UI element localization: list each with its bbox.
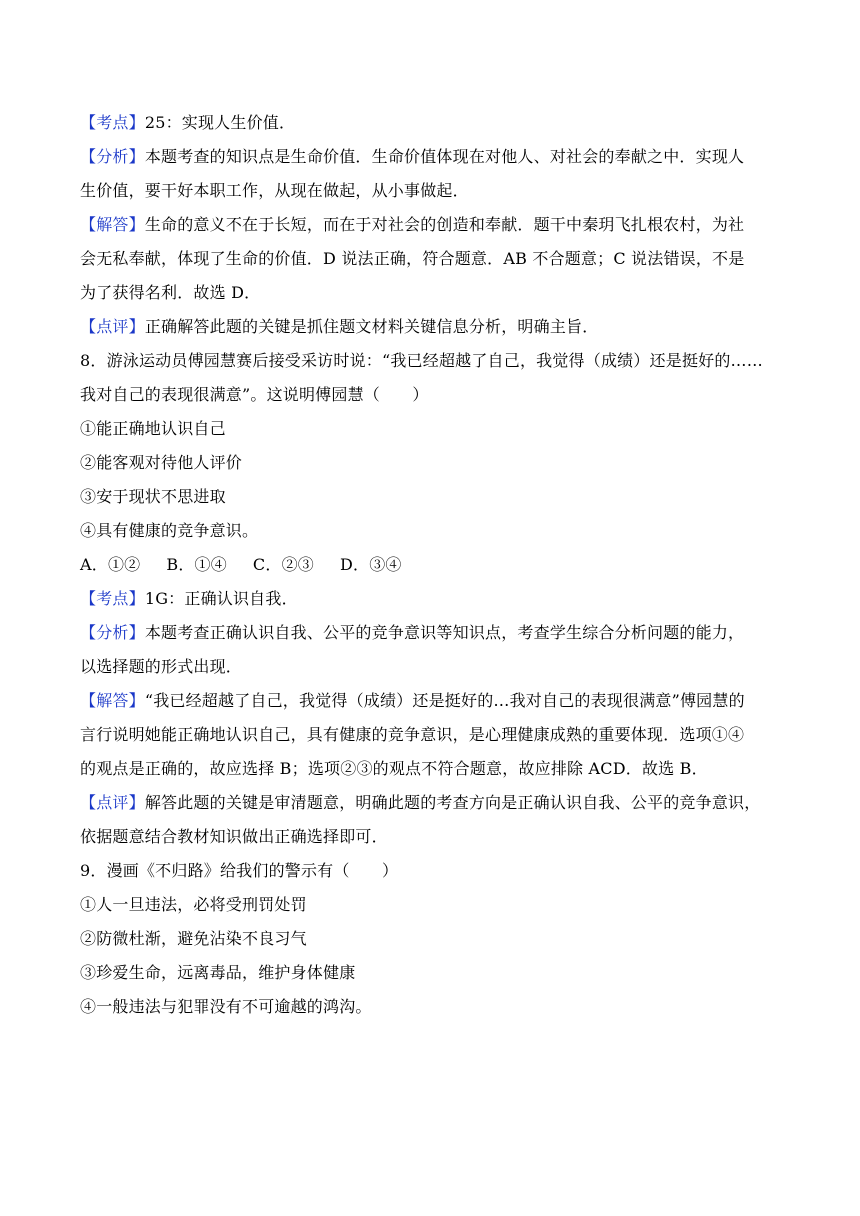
- q8-item-1: ①能正确地认识自己: [80, 419, 226, 438]
- q8-dianping-line1: [80, 786, 780, 820]
- q8-option-a: A．①②: [80, 555, 141, 574]
- jieda-text: “我已经超越了自己，我觉得（成绩）还是挺好的…我对自己的表现很满意”傅园慧的: [144, 691, 745, 710]
- q9-item-3: ③珍爱生命，远离毒品，维护身体健康: [80, 963, 356, 982]
- kaodian-tag: 【考点】: [80, 113, 145, 132]
- q8-dianping-line2: 依据题意结合教材知识做出正确选择即可．: [80, 827, 388, 846]
- q7-jieda-line3: 为了获得名利．故选 D．: [80, 283, 261, 302]
- q7-dianping: [80, 310, 780, 344]
- q7-fenxi-line2: 生价值，要干好本职工作，从现在做起，从小事做起．: [80, 181, 469, 200]
- q8-stem-line1: 8．游泳运动员傅园慧赛后接受采访时说：“我已经超越了自己，我觉得（成绩）还是挺好的……: [80, 351, 763, 370]
- dianping-tag: 【点评】: [80, 793, 145, 812]
- q8-item-3: ③安于现状不思进取: [80, 487, 226, 506]
- q8-option-b: B．①④: [166, 555, 227, 574]
- q9-item-4: ④一般违法与犯罪没有不可逾越的鸿沟。: [80, 997, 372, 1016]
- jieda-tag: 【解答】: [80, 215, 145, 234]
- q9-item-1: ①人一旦违法，必将受刑罚处罚: [80, 895, 307, 914]
- q8-fenxi-line2: 以选择题的形式出现．: [80, 657, 243, 676]
- q8-jieda-line2: 言行说明她能正确地认识自己，具有健康的竞争意识，是心理健康成熟的重要体现．选项①④: [80, 725, 745, 744]
- q8-stem-line2: 我对自己的表现很满意”。这说明傅园慧（ ）: [80, 385, 429, 404]
- q7-kaodian: [80, 106, 780, 140]
- dianping-text: 解答此题的关键是审清题意，明确此题的考查方向是正确认识自我、公平的竞争意识，: [144, 793, 761, 812]
- q8-option-d: D．③④: [339, 555, 402, 574]
- q8-jieda-line1: [80, 684, 780, 718]
- jieda-tag: 【解答】: [80, 691, 145, 710]
- fenxi-text: 本题考查的知识点是生命价值．生命价值体现在对他人、对社会的奉献之中．实现人: [144, 147, 745, 166]
- q8-options: [80, 548, 780, 582]
- q8-item-2: ②能客观对待他人评价: [80, 453, 243, 472]
- q9-item-2: ②防微杜渐，避免沾染不良习气: [80, 929, 307, 948]
- q8-jieda-line3: 的观点是正确的，故应选择 B；选项②③的观点不符合题意，故应排除 ACD．故选 B．: [80, 759, 708, 778]
- kaodian-tag: 【考点】: [80, 589, 145, 608]
- jieda-text: 生命的意义不在于长短，而在于对社会的创造和奉献．题干中秦玥飞扎根农村，为社: [144, 215, 745, 234]
- kaodian-text: 1G：正确认识自我．: [144, 589, 298, 608]
- q8-item-4: ④具有健康的竞争意识。: [80, 521, 259, 540]
- q9-stem: 9．漫画《不归路》给我们的警示有（ ）: [80, 861, 399, 880]
- fenxi-tag: 【分析】: [80, 147, 145, 166]
- document-page: [80, 106, 780, 1024]
- q8-fenxi-line1: [80, 616, 780, 650]
- dianping-tag: 【点评】: [80, 317, 145, 336]
- q7-fenxi-line1: [80, 140, 780, 174]
- q7-jieda-line1: [80, 208, 780, 242]
- fenxi-tag: 【分析】: [80, 623, 145, 642]
- kaodian-text: 25：实现人生价值．: [144, 113, 296, 132]
- dianping-text: 正确解答此题的关键是抓住题文材料关键信息分析，明确主旨．: [144, 317, 599, 336]
- q8-kaodian: [80, 582, 780, 616]
- q7-jieda-line2: 会无私奉献，体现了生命的价值．D 说法正确，符合题意．AB 不合题意；C 说法错误，不是: [80, 249, 745, 268]
- fenxi-text: 本题考查正确认识自我、公平的竞争意识等知识点，考查学生综合分析问题的能力，: [144, 623, 745, 642]
- q8-option-c: C．②③: [252, 555, 314, 574]
